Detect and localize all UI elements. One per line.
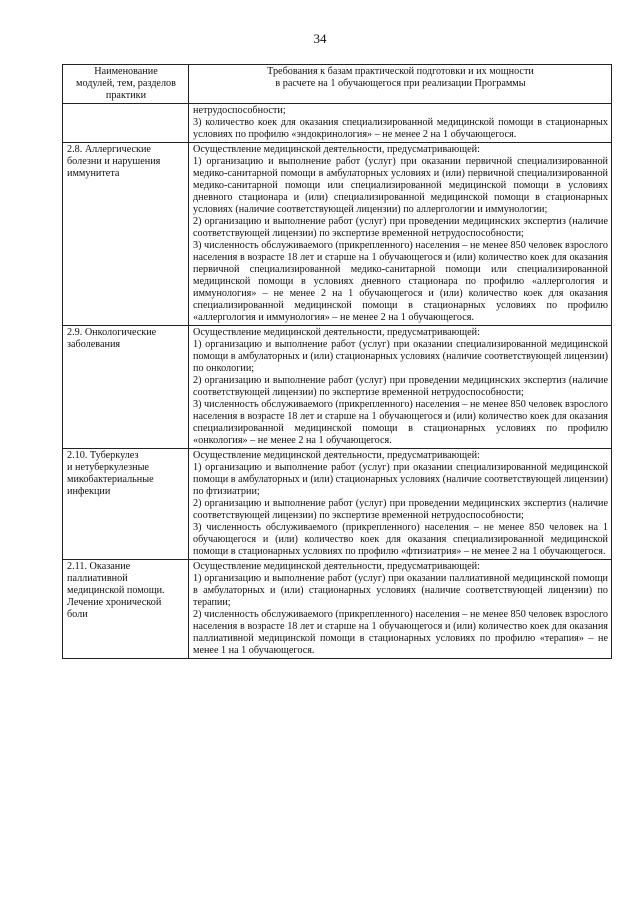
module-name-line: Лечение хронической — [67, 597, 162, 608]
requirements-cell — [189, 104, 612, 143]
requirement-paragraph: 2) организацию и выполнение работ (услуг) при проведении медицинских экспертиз (наличие соответствующей лицензии) по экспертизе временной нетрудоспособности; — [193, 216, 608, 239]
header-requirements — [189, 65, 612, 104]
module-name-line: 2.9. Онкологические — [67, 327, 157, 338]
requirement-paragraph: 2) организацию и выполнение работ (услуг) при проведении медицинских экспертиз (наличие соответствующей лицензии) по экспертизе временной нетрудоспособности; — [193, 375, 608, 398]
module-name-line: 2.8. Аллергические — [67, 144, 151, 155]
table-row — [63, 326, 612, 449]
requirement-paragraph: 3) количество коек для оказания специализированной медицинской помощи в стационарных условиях по профилю «эндокринология» – не менее 2 на 1 обучающегося. — [193, 117, 608, 140]
page-number: 34 — [313, 31, 327, 46]
module-name-cell — [63, 560, 189, 659]
header-col2-line: Требования к базам практической подготовки и их мощности — [267, 66, 534, 77]
requirement-paragraph: 1) организацию и выполнение работ (услуг) при оказании первичной специализированной медико-санитарной помощи в амбулаторных условиях и (или) первичной специализированной медико-санитарной помощи или специализированной медицинской помощи в условиях дневного стационара и (или) специализированной медицинской помощи в стационарных условиях (наличие соответствующей лицензии) по аллергологии и иммунологии; — [193, 156, 608, 215]
table-row — [63, 449, 612, 560]
requirement-paragraph: Осуществление медицинской деятельности, предусматривающей: — [193, 561, 480, 572]
module-name-cell — [63, 143, 189, 326]
requirements-cell — [189, 326, 612, 449]
requirement-paragraph: 3) численность обслуживаемого (прикрепленного) населения – не менее 850 человек взрослого населения в возрасте 18 лет и старше на 1 обучающегося и (или) количество коек для оказания первичной специализированной медико-санитарной помощи или специализированной медицинской помощи в условиях дневного стационара по профилю «аллергология и иммунология» – не менее 2 на 1 обучающегося и (или) количество коек для оказания специализированной медицинской помощи в стационарных условиях по профилю «аллергология и иммунология» – не менее 2 на 1 обучающегося. — [193, 240, 608, 323]
requirement-paragraph: 1) организацию и выполнение работ (услуг) при оказании специализированной медицинской помощи в амбулаторных и (или) стационарных условиях (наличие соответствующей лицензии) по онкологии; — [193, 339, 608, 374]
requirement-paragraph: 3) численность обслуживаемого (прикрепленного) населения – не менее 850 человек на 1 обучающегося и (или) количество коек для оказания специализированной медицинской помощи в стационарных условиях по профилю «фтизиатрия» – не менее 2 на 1 обучающегося. — [193, 522, 608, 557]
module-name-line: паллиативной — [67, 573, 128, 584]
requirement-paragraph: Осуществление медицинской деятельности, предусматривающей: — [193, 450, 480, 461]
requirement-paragraph: нетрудоспособности; — [193, 105, 286, 116]
table-header-row — [63, 65, 612, 104]
header-module-name — [63, 65, 189, 104]
requirement-paragraph: 1) организацию и выполнение работ (услуг) при оказании паллиативной медицинской помощи в амбулаторных и (или) стационарных условиях (наличие соответствующей лицензии) по терапии; — [193, 573, 608, 608]
requirements-cell — [189, 560, 612, 659]
requirement-paragraph: 3) численность обслуживаемого (прикрепленного) населения – не менее 850 человек взрослого населения в возрасте 18 лет и старше на 1 обучающегося и (или) количество коек для оказания специализированной медицинской помощи в стационарных условиях по профилю «онкология» – не менее 2 на 1 обучающегося. — [193, 399, 608, 446]
module-name-line: 2.11. Оказание — [67, 561, 131, 572]
requirement-paragraph: 1) организацию и выполнение работ (услуг) при оказании специализированной медицинской помощи в амбулаторных и (или) стационарных условиях (наличие соответствующей лицензии) по фтизиатрии; — [193, 462, 608, 497]
table-row — [63, 560, 612, 659]
header-col1-line: модулей, тем, разделов — [76, 78, 176, 89]
header-col2-line: в расчете на 1 обучающегося при реализации Программы — [275, 78, 526, 89]
module-name-line: инфекции — [67, 486, 111, 497]
module-name-line: болезни и нарушения — [67, 156, 161, 167]
requirement-paragraph: 2) численность обслуживаемого (прикрепленного) населения – не менее 850 человек взрослого населения в возрасте 18 лет и старше на 1 обучающегося и (или) количество коек для оказания паллиативной медицинской помощи в стационарных условиях по профилю «терапия» – не менее 1 на 1 обучающегося. — [193, 609, 608, 656]
requirement-paragraph: Осуществление медицинской деятельности, предусматривающей: — [193, 327, 480, 338]
table-row — [63, 143, 612, 326]
requirements-cell — [189, 449, 612, 560]
header-col1-line: Наименование — [94, 66, 158, 77]
header-col1-line: практики — [105, 90, 147, 101]
table-row — [63, 104, 612, 143]
module-name-line: боли — [67, 609, 88, 620]
requirement-paragraph: Осуществление медицинской деятельности, предусматривающей: — [193, 144, 480, 155]
module-name-cell — [63, 326, 189, 449]
module-name-line: медицинской помощи. — [67, 585, 165, 596]
module-name-cell — [63, 104, 189, 143]
requirements-table — [62, 64, 612, 659]
requirement-paragraph: 2) организацию и выполнение работ (услуг) при проведении медицинских экспертиз (наличие соответствующей лицензии) по экспертизе временной нетрудоспособности; — [193, 498, 608, 521]
module-name-line: 2.10. Туберкулез — [67, 450, 139, 461]
module-name-line: иммунитета — [67, 168, 120, 179]
requirements-cell — [189, 143, 612, 326]
module-name-line: микобактериальные — [67, 474, 154, 485]
module-name-line: и нетуберкулезные — [67, 462, 149, 473]
module-name-cell — [63, 449, 189, 560]
module-name-line: заболевания — [67, 339, 121, 350]
